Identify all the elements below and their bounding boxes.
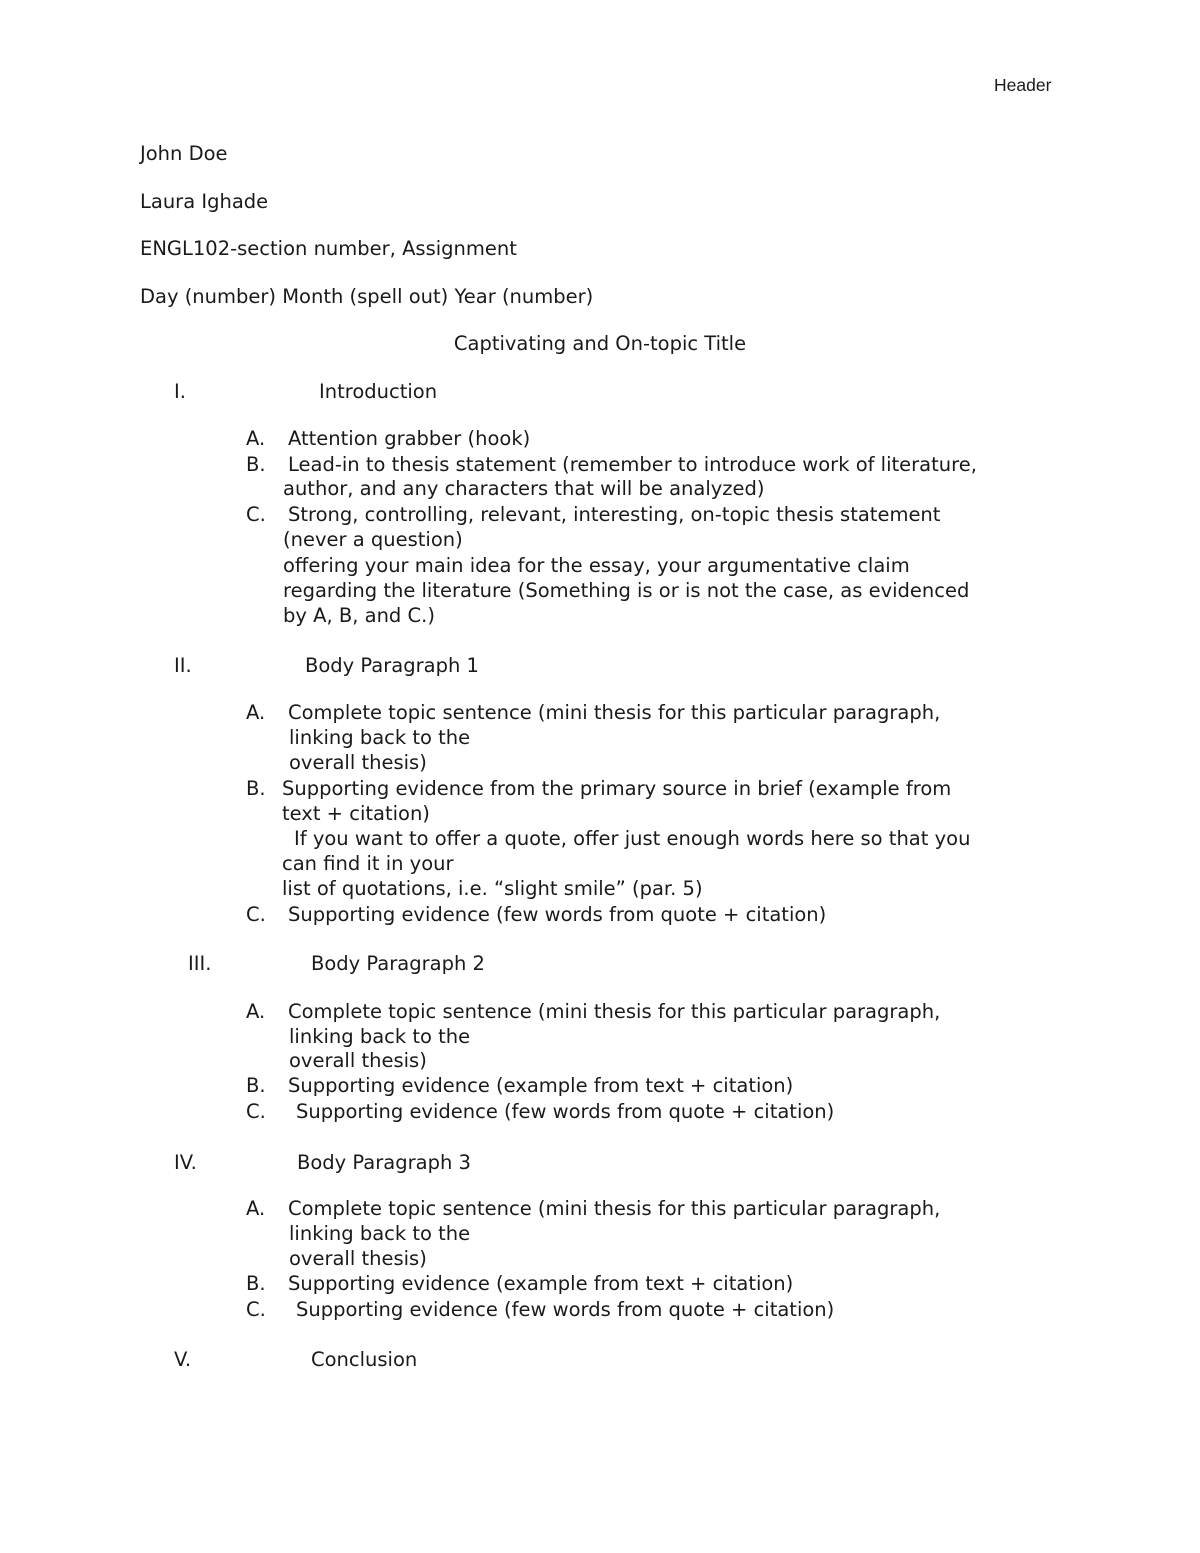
section-numeral: V. bbox=[174, 1348, 192, 1371]
item-line: Supporting evidence (few words from quote + citation) bbox=[296, 1100, 835, 1123]
item-line: linking back to the bbox=[289, 1025, 471, 1048]
item-line: offering your main idea for the essay, your argumentative claim bbox=[283, 554, 910, 577]
item-line: overall thesis) bbox=[289, 751, 427, 774]
item-letter: A. bbox=[246, 1000, 266, 1023]
item-line: can find it in your bbox=[282, 852, 454, 875]
item-letter: B. bbox=[246, 453, 266, 476]
date-line: Day (number) Month (spell out) Year (number) bbox=[140, 285, 594, 308]
item-letter: A. bbox=[246, 427, 266, 450]
item-line: Strong, controlling, relevant, interesting, on-topic thesis statement bbox=[288, 503, 941, 526]
item-line: overall thesis) bbox=[289, 1049, 427, 1072]
item-line: Complete topic sentence (mini thesis for this particular paragraph, bbox=[288, 1197, 941, 1220]
item-letter: A. bbox=[246, 1197, 266, 1220]
section-heading: Body Paragraph 3 bbox=[297, 1151, 471, 1174]
item-line: regarding the literature (Something is or is not the case, as evidenced bbox=[283, 579, 970, 602]
section-numeral: II. bbox=[174, 654, 192, 677]
essay-title: Captivating and On-topic Title bbox=[453, 332, 747, 355]
section-heading: Body Paragraph 2 bbox=[311, 952, 485, 975]
instructor-name: Laura Ighade bbox=[140, 190, 269, 213]
item-letter: C. bbox=[246, 1298, 266, 1321]
item-line: Complete topic sentence (mini thesis for this particular paragraph, bbox=[288, 1000, 941, 1023]
item-line: (never a question) bbox=[283, 528, 463, 551]
item-letter: B. bbox=[246, 777, 266, 800]
item-line: linking back to the bbox=[289, 1222, 471, 1245]
page-header: Header bbox=[994, 75, 1052, 95]
item-line: Lead-in to thesis statement (remember to introduce work of literature, bbox=[288, 453, 977, 476]
item-line: overall thesis) bbox=[289, 1247, 427, 1270]
item-letter: B. bbox=[246, 1074, 266, 1097]
section-heading: Body Paragraph 1 bbox=[305, 654, 479, 677]
section-numeral: III. bbox=[188, 952, 212, 975]
item-line: text + citation) bbox=[282, 802, 430, 825]
item-letter: C. bbox=[246, 903, 266, 926]
item-line: list of quotations, i.e. “slight smile” (par. 5) bbox=[282, 877, 703, 900]
item-line: Supporting evidence (example from text + citation) bbox=[288, 1272, 794, 1295]
section-numeral: I. bbox=[174, 380, 186, 403]
item-line: Complete topic sentence (mini thesis for this particular paragraph, bbox=[288, 701, 941, 724]
section-numeral: IV. bbox=[174, 1151, 197, 1174]
item-letter: C. bbox=[246, 503, 266, 526]
section-heading: Introduction bbox=[319, 380, 438, 403]
item-line: author, and any characters that will be analyzed) bbox=[283, 477, 765, 500]
item-letter: A. bbox=[246, 701, 266, 724]
item-line: Attention grabber (hook) bbox=[288, 427, 531, 450]
item-line: Supporting evidence (few words from quote + citation) bbox=[288, 903, 827, 926]
item-line: Supporting evidence from the primary source in brief (example from bbox=[282, 777, 952, 800]
item-line: If you want to offer a quote, offer just enough words here so that you bbox=[294, 827, 971, 850]
item-line: linking back to the bbox=[289, 726, 471, 749]
student-name: John Doe bbox=[140, 142, 228, 165]
item-letter: C. bbox=[246, 1100, 266, 1123]
item-line: Supporting evidence (few words from quote + citation) bbox=[296, 1298, 835, 1321]
item-line: by A, B, and C.) bbox=[283, 604, 435, 627]
item-letter: B. bbox=[246, 1272, 266, 1295]
section-heading: Conclusion bbox=[311, 1348, 418, 1371]
course-line: ENGL102-section number, Assignment bbox=[140, 237, 517, 260]
item-line: Supporting evidence (example from text + citation) bbox=[288, 1074, 794, 1097]
